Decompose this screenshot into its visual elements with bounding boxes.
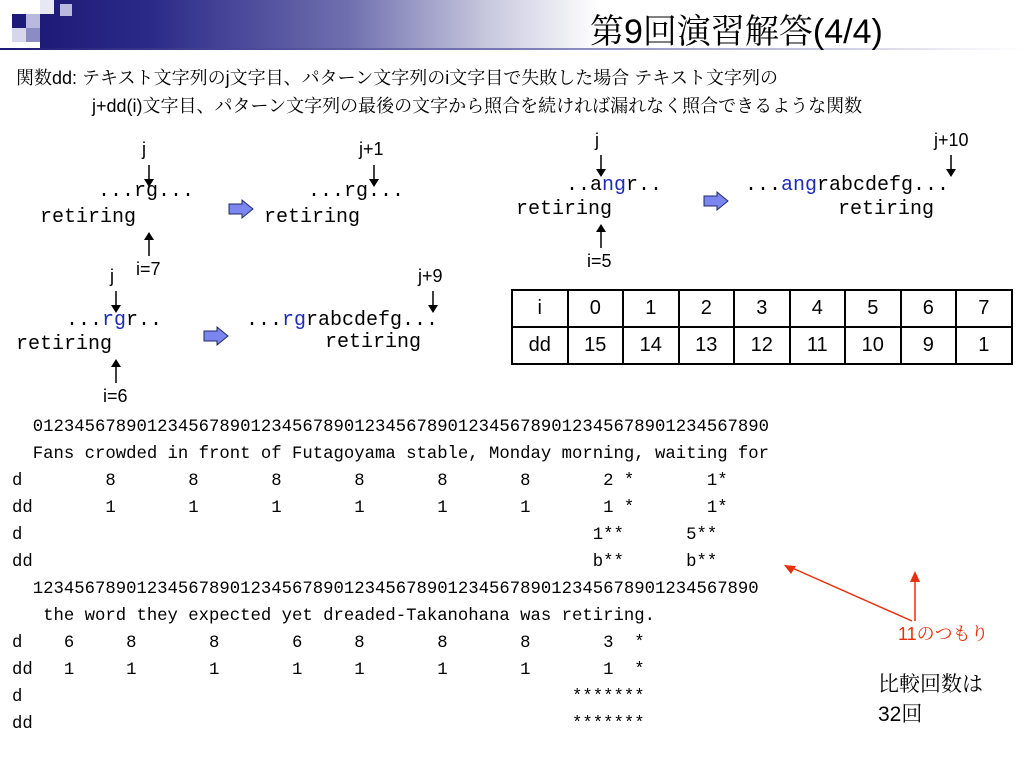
slide-title: 第9回演習解答(4/4) <box>590 13 883 51</box>
dd-table-cell: 13 <box>679 327 735 364</box>
ex1-after-pattern: retiring <box>264 206 361 229</box>
dd-table-cell: 5 <box>845 290 901 327</box>
dd-table-cell: 6 <box>901 290 957 327</box>
ex1-pattern: retiring <box>40 206 137 229</box>
dd-table-cell: 10 <box>845 327 901 364</box>
comparison-note-line-1: 比較回数は <box>878 673 983 696</box>
ex2-text-prefix: ..a <box>566 174 603 197</box>
ex2-pointer-j: j <box>595 130 599 150</box>
ex2-after-pattern: retiring <box>838 198 935 221</box>
ex1-pointer-j: j <box>142 139 146 159</box>
ex1-pointer-i: i=7 <box>136 259 161 279</box>
dd-table-cell: 3 <box>734 290 790 327</box>
ex3-text-prefix: ... <box>66 309 103 332</box>
ex2-after-text-suffix: rabcdefg... <box>817 174 950 197</box>
dd-table-cell: 1 <box>956 327 1012 364</box>
ex1-text-prefix: ... <box>98 180 135 203</box>
trace2-line: 1234567890123456789012345678901234567890123456789012345678901234567890 <box>12 580 759 599</box>
ex1-after-text: ...rg... <box>308 180 405 203</box>
dd-table-cell: 0 <box>568 290 624 327</box>
ex3-pointer-i: i=6 <box>103 386 128 406</box>
ex3-text-suffix: r.. <box>126 309 163 332</box>
ex3-pointer-j: j <box>110 266 114 286</box>
dd-table-header-i: i <box>512 290 568 327</box>
description-line-1: 関数dd: テキスト文字列のj文字目、パターン文字列のi文字目で失敗した場合 テキスト文字列の <box>16 68 778 88</box>
trace1-line: 01234567890123456789012345678901234567890123456789012345678901234567890 <box>12 418 770 437</box>
ex3-after-text-suffix: rabcdefg... <box>306 309 439 332</box>
dd-table-cell: 11 <box>790 327 846 364</box>
ex1-text-match: rg <box>134 180 159 203</box>
ex2-after-pointer: j+10 <box>934 130 969 150</box>
ex2-pattern: retiring <box>516 198 613 221</box>
ex2-after-text-match: ang <box>781 174 818 197</box>
trace2-line: the word they expected yet dreaded-Takanohana was retiring. <box>12 607 655 626</box>
trace1-line: d 1** 5** <box>12 526 718 545</box>
comparison-note-line-2: 32回 <box>878 703 923 726</box>
ex3-after-pointer: j+9 <box>418 266 443 286</box>
description-line-2: j+dd(i)文字目、パターン文字列の最後の文字から照合を続ければ漏れなく照合できるような関数 <box>92 96 863 116</box>
ex2-text-match: ng <box>602 174 627 197</box>
annotation-label: 11のつもり <box>898 624 989 644</box>
dd-table-cell: 14 <box>623 327 679 364</box>
dd-table-cell: 1 <box>623 290 679 327</box>
trace1-line: d 8 8 8 8 8 8 2 * 1* <box>12 472 728 491</box>
ex2-text-suffix: r.. <box>626 174 663 197</box>
ex3-pattern: retiring <box>16 333 113 356</box>
ex1-text-suffix: ... <box>158 180 195 203</box>
ex3-after-text-match: rg <box>282 309 307 332</box>
ex2-pointer-i: i=5 <box>587 251 612 271</box>
dd-table-cell: 2 <box>679 290 735 327</box>
dd-table-cell: 4 <box>790 290 846 327</box>
trace2-line: d ******* <box>12 688 645 707</box>
trace1-line: dd 1 1 1 1 1 1 1 * 1* <box>12 499 728 518</box>
ex1-after-pointer: j+1 <box>359 139 384 159</box>
ex3-after-pattern: retiring <box>325 331 422 354</box>
trace2-line: dd 1 1 1 1 1 1 1 1 * <box>12 661 645 680</box>
dd-table-cell: 12 <box>734 327 790 364</box>
trace1-line: Fans crowded in front of Futagoyama stable, Monday morning, waiting for <box>12 445 770 464</box>
dd-table-cell: 15 <box>568 327 624 364</box>
dd-table-header-dd: dd <box>512 327 568 364</box>
trace2-line: dd ******* <box>12 715 645 734</box>
ex3-after-text-prefix: ... <box>246 309 283 332</box>
dd-table-cell: 7 <box>956 290 1012 327</box>
ex2-after-text-prefix: ... <box>745 174 782 197</box>
trace1-line: dd b** b** <box>12 553 718 572</box>
dd-table-cell: 9 <box>901 327 957 364</box>
trace2-line: d 6 8 8 6 8 8 8 3 * <box>12 634 645 653</box>
ex3-text-match: rg <box>102 309 127 332</box>
